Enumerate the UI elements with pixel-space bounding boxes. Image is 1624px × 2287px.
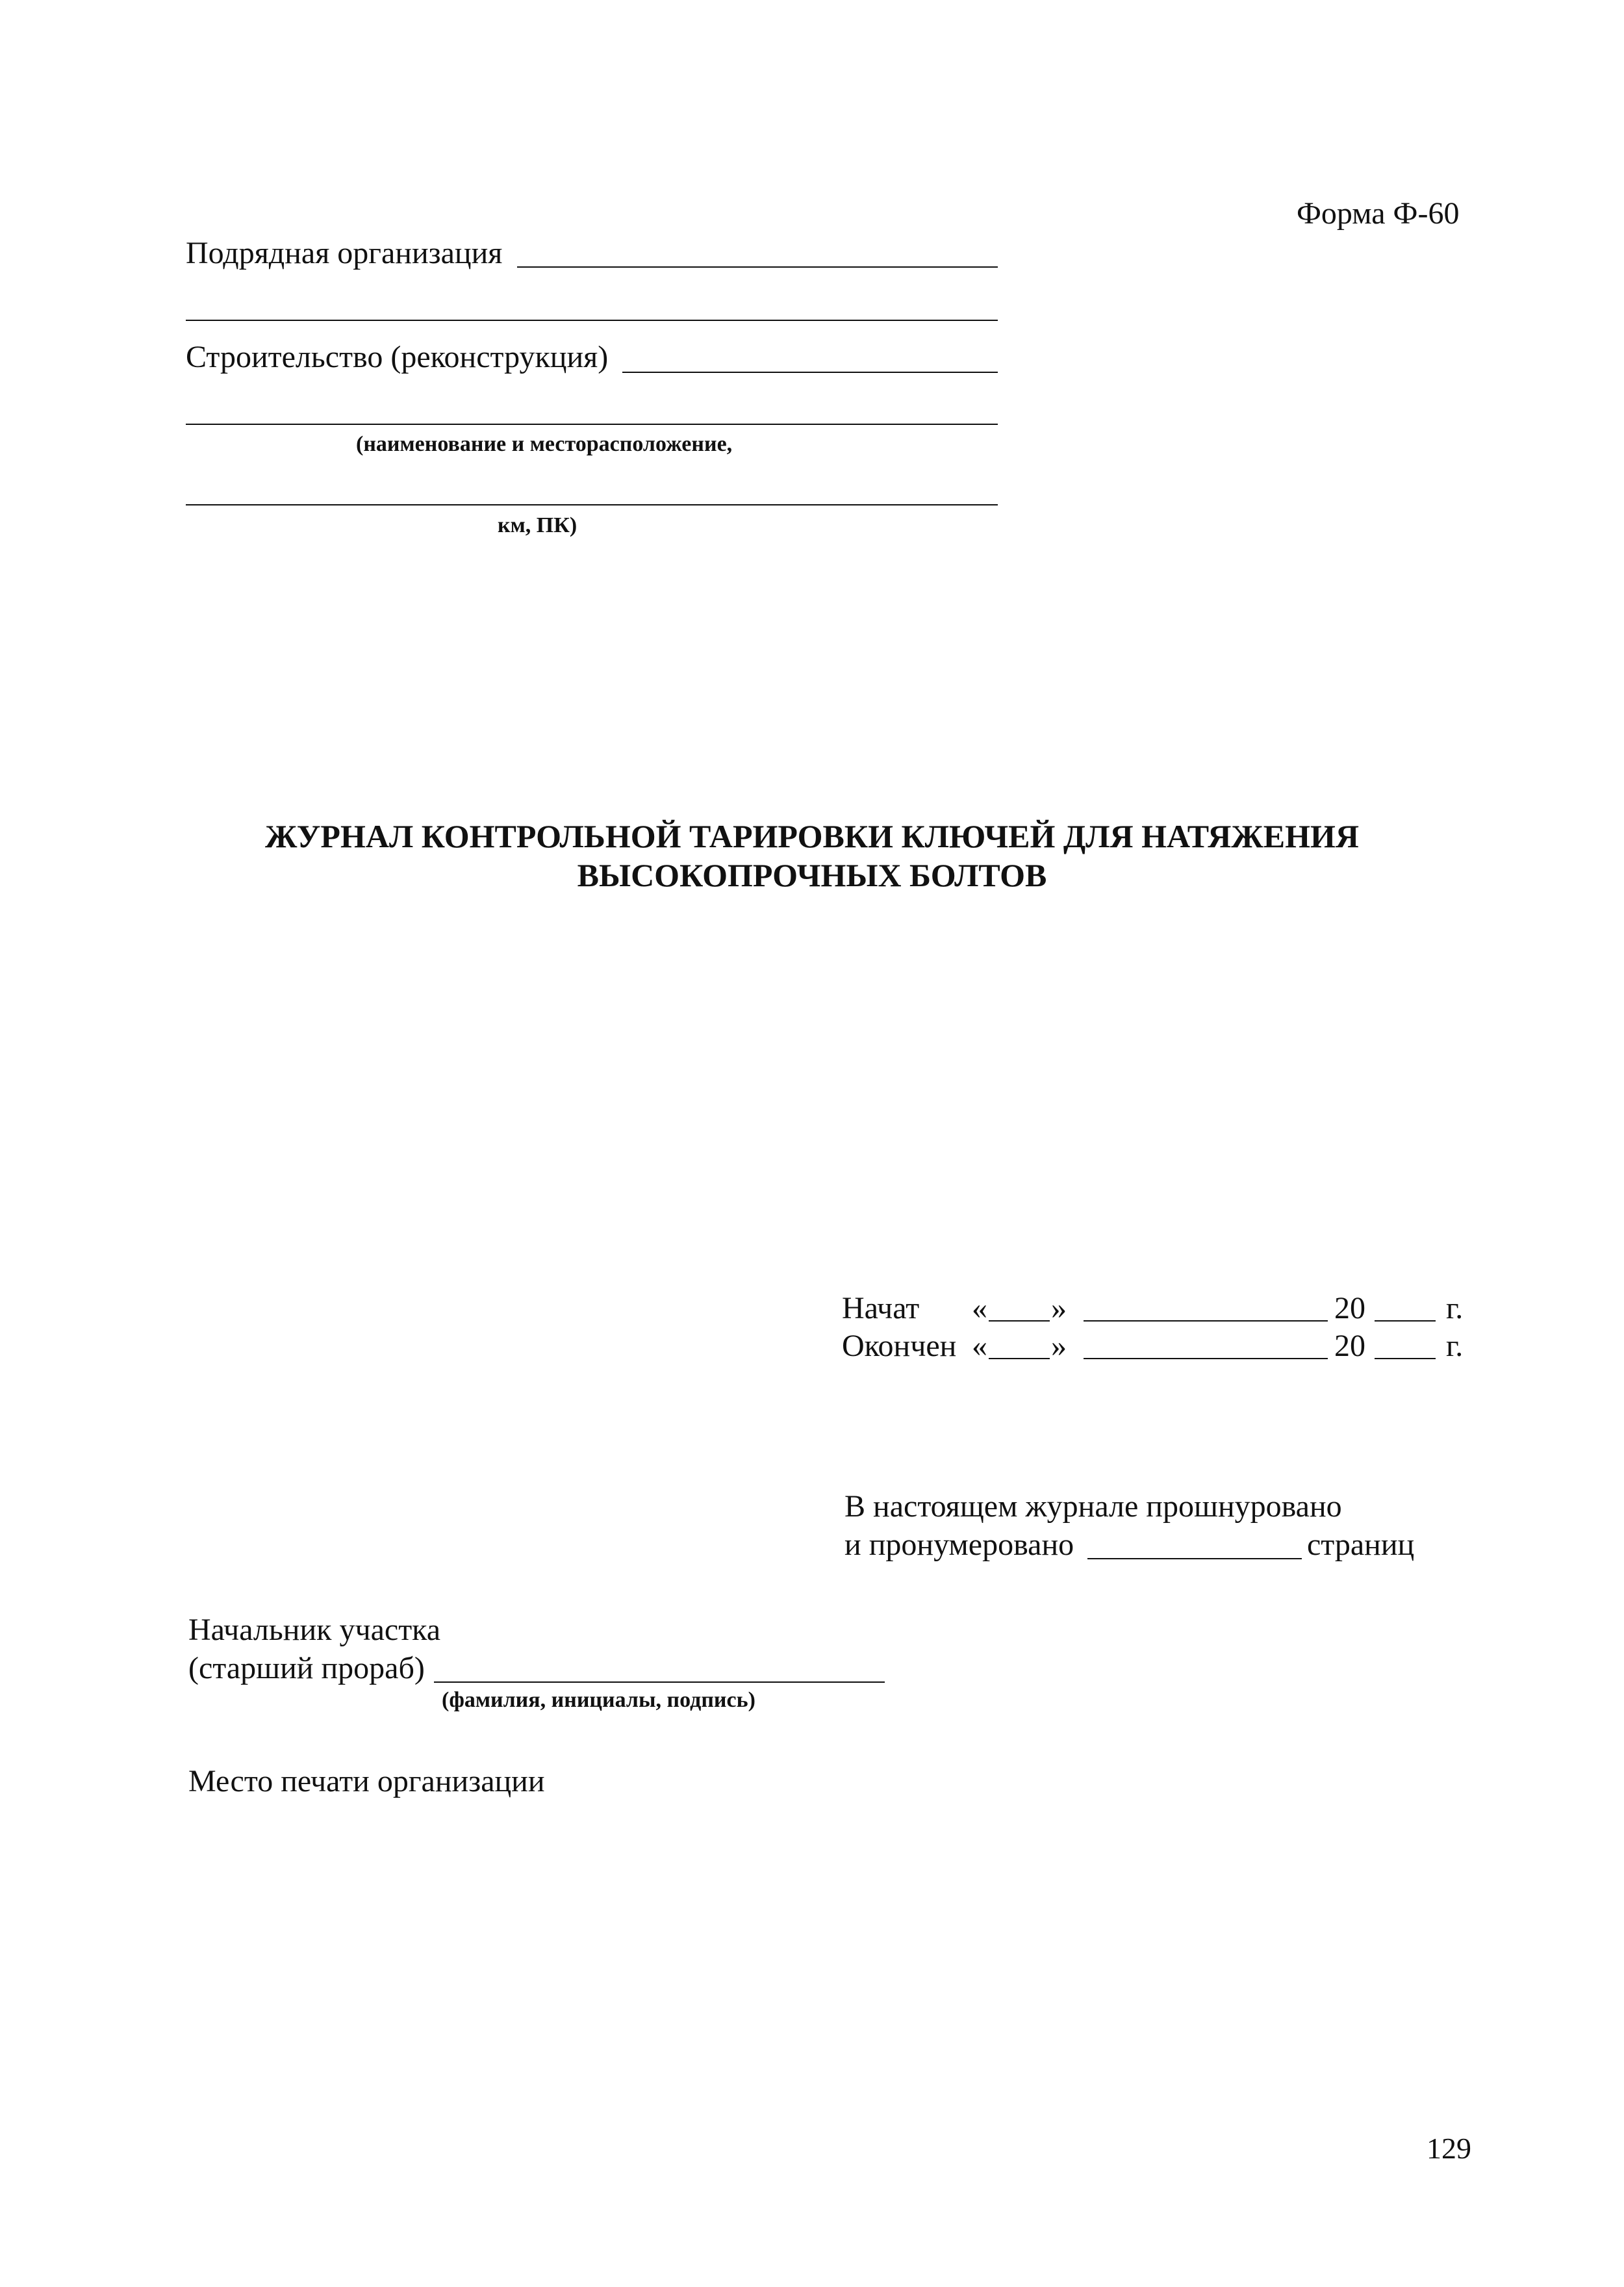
seal-label: Место печати организации <box>188 1764 545 1798</box>
started-year-prefix: 20 <box>1334 1291 1365 1325</box>
chief-line-1: Начальник участка <box>188 1613 441 1647</box>
started-year-suffix: г. <box>1446 1291 1464 1325</box>
km-pk-caption: км, ПК) <box>498 513 577 537</box>
signature-caption: (фамилия, инициалы, подпись) <box>442 1688 755 1712</box>
finished-label: Окончен <box>842 1329 957 1363</box>
finished-year-field <box>1375 1358 1436 1359</box>
construction-line-2 <box>186 424 998 425</box>
laced-line-2-start: и пронумеровано <box>844 1527 1074 1562</box>
form-label: Форма Ф-60 <box>1297 196 1460 231</box>
laced-line-2-end: страниц <box>1307 1527 1415 1562</box>
signature-line <box>434 1681 885 1683</box>
finished-quote-close: » <box>1051 1329 1067 1363</box>
page-number: 129 <box>1427 2132 1471 2165</box>
journal-title-line-1: ЖУРНАЛ КОНТРОЛЬНОЙ ТАРИРОВКИ КЛЮЧЕЙ ДЛЯ НАТЯЖЕНИЯ <box>265 818 1359 854</box>
contractor-label: Подрядная организация <box>186 236 503 270</box>
location-line <box>186 504 998 505</box>
started-year-field <box>1375 1320 1436 1322</box>
started-quote-close: » <box>1051 1291 1067 1325</box>
contractor-line <box>517 266 998 268</box>
started-label: Начат <box>842 1291 920 1325</box>
finished-quote-open: « <box>972 1329 987 1363</box>
finished-day-field <box>989 1358 1050 1359</box>
finished-year-prefix: 20 <box>1334 1329 1365 1363</box>
started-quote-open: « <box>972 1291 987 1325</box>
finished-month-field <box>1084 1358 1328 1359</box>
laced-line-1: В настоящем журнале прошнуровано <box>844 1489 1342 1524</box>
name-location-caption: (наименование и месторасположение, <box>356 432 733 456</box>
started-day-field <box>989 1320 1050 1322</box>
started-month-field <box>1084 1320 1328 1322</box>
chief-line-2: (старший прораб) <box>188 1651 425 1685</box>
journal-title-line-2: ВЫСОКОПРОЧНЫХ БОЛТОВ <box>577 857 1047 893</box>
construction-label: Строительство (реконструкция) <box>186 340 609 374</box>
finished-year-suffix: г. <box>1446 1329 1464 1363</box>
contractor-line-2 <box>186 320 998 321</box>
pages-count-field <box>1087 1558 1302 1559</box>
construction-line <box>622 372 998 373</box>
